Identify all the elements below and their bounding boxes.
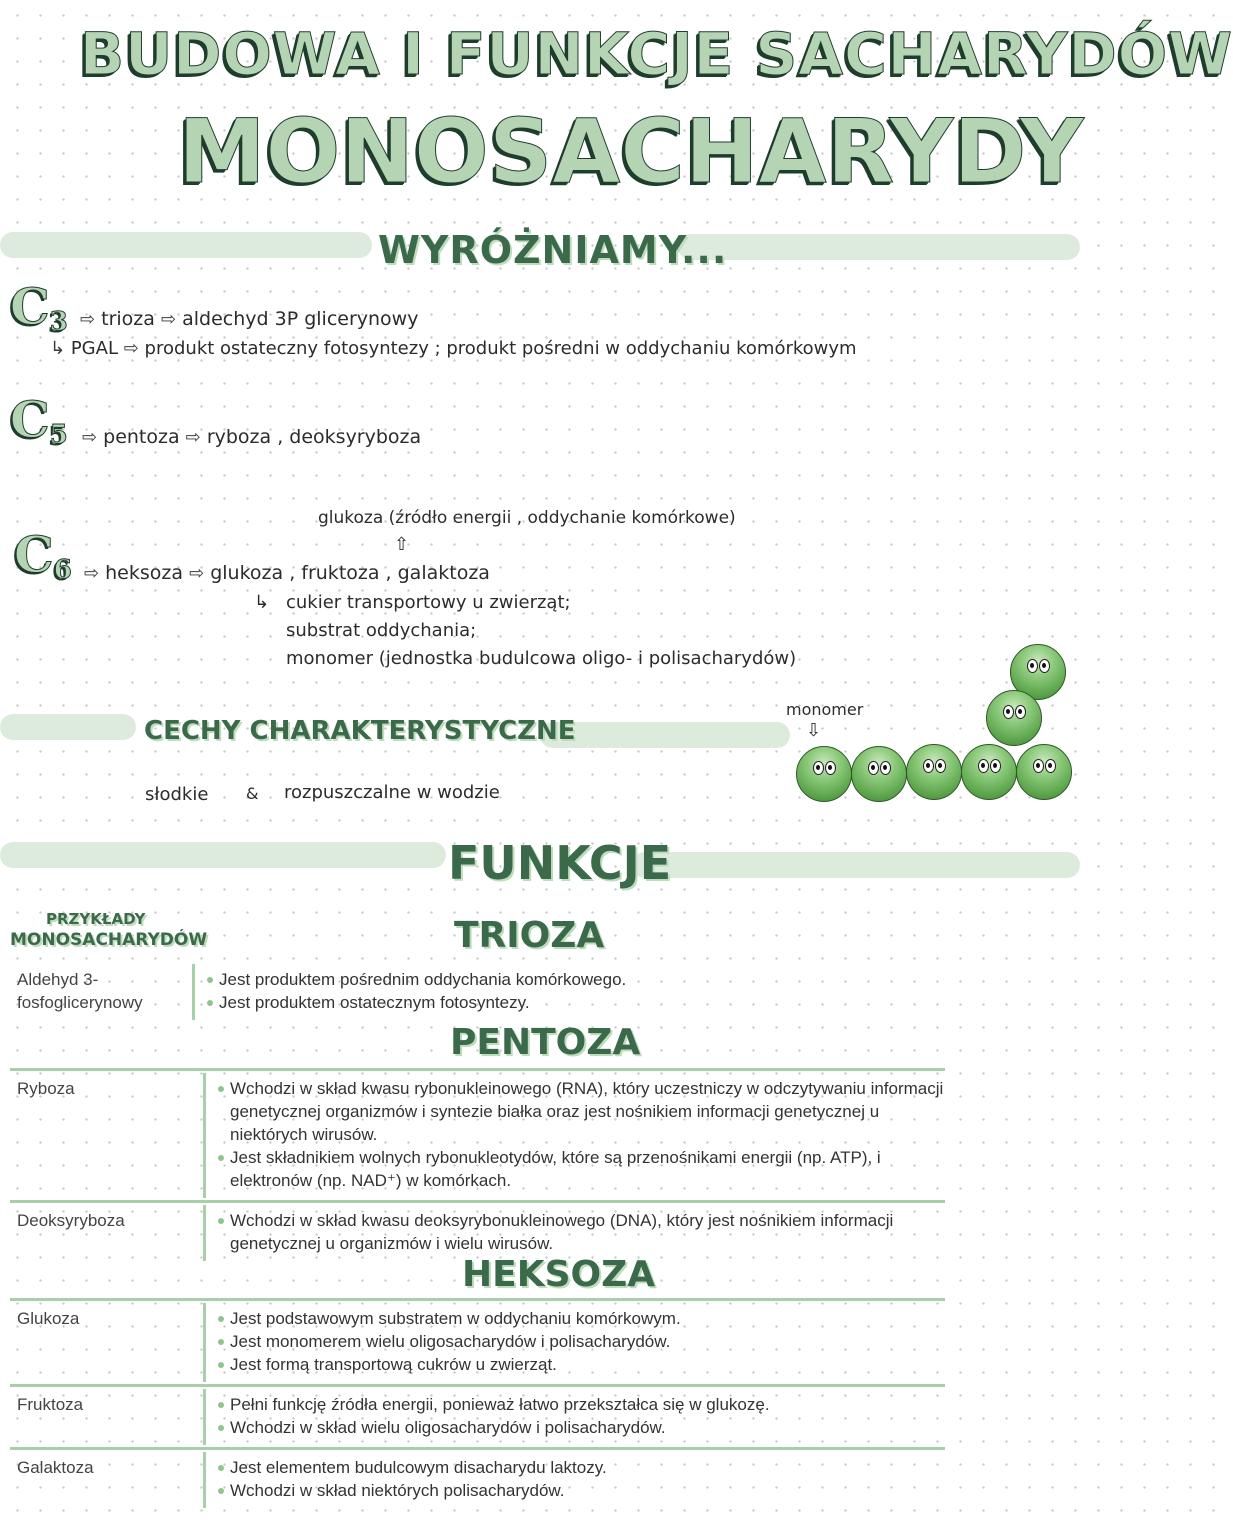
pentoza-table: [10, 1068, 945, 1263]
examples-label-2: MONOSACHARYDÓW: [10, 930, 208, 950]
row-name: Glukoza: [17, 1309, 80, 1328]
pentoza-title: PENTOZA: [450, 1022, 641, 1063]
wyrozniamy-heading: WYRÓŻNIAMY...: [378, 228, 728, 272]
funkcje-band-right: [632, 852, 1080, 878]
row-items: [203, 1073, 945, 1198]
list-item: Jest produktem pośrednim oddychania komórkowego.: [207, 968, 945, 991]
list-item: Pełni funkcję źródła energii, ponieważ łatwo przekształca się w glukozę.: [218, 1393, 945, 1416]
list-item: Wchodzi w skład niektórych polisacharydów.: [218, 1479, 945, 1502]
heksoza-table: [10, 1298, 945, 1510]
table-row: [10, 1447, 945, 1510]
row-items: [203, 1452, 945, 1508]
main-title: BUDOWA I FUNKCJE SACHARYDÓW: [80, 20, 1233, 88]
c6-role-3: monomer (jednostka budulcowa oligo- i polisacharydów): [286, 648, 797, 669]
section-band-right: [678, 234, 1080, 260]
c6-glukoza-note: glukoza (źródło energii , oddychanie komórkowe): [318, 508, 736, 528]
cechy-heading: CECHY CHARAKTERYSTYCZNE: [144, 716, 576, 746]
monomer-ball: [986, 690, 1042, 746]
c5-line: ⇨ pentoza ⇨ ryboza , deoksyryboza: [82, 426, 422, 448]
arrow-right-icon: ⇨: [189, 563, 205, 584]
arrow-right-icon: ⇨: [80, 309, 96, 330]
examples-label-1: PRZYKŁADY: [46, 910, 146, 928]
table-row: [10, 1068, 945, 1200]
monomer-ball: [906, 744, 962, 800]
arrow-right-icon: ⇨: [123, 338, 139, 359]
trait-soluble: rozpuszczalne w wodzie: [284, 782, 500, 803]
row-name: Ryboza: [17, 1079, 75, 1098]
monomer-ball: [851, 746, 907, 802]
trait-sweet: słodkie: [145, 784, 209, 805]
cechy-band-right: [540, 722, 790, 748]
trioza-table: [10, 962, 945, 1022]
list-item: Jest składnikiem wolnych rybonukleotydów, które są przenośnikami energii (np. ATP), i elektronów (np. NAD⁺) w komórkach.: [218, 1146, 945, 1192]
c3-line: ⇨ trioza ⇨ aldechyd 3P glicerynowy: [80, 308, 419, 330]
ampersand: &: [246, 784, 259, 803]
funkcje-band-left: [0, 842, 446, 868]
c5-label: $C_5$: [10, 390, 68, 450]
list-item: Jest elementem budulcowym disacharydu laktozy.: [218, 1456, 945, 1479]
arrow-right-icon: ⇨: [185, 427, 201, 448]
table-row: [10, 1298, 945, 1384]
c3-pgal-line: ↳ PGAL ⇨ produkt ostateczny fotosyntezy ; produkt pośredni w oddychaniu komórkowym: [50, 338, 857, 359]
monomer-ball: [961, 744, 1017, 800]
arrow-right-icon: ⇨: [84, 563, 100, 584]
monomer-ball: [1016, 744, 1072, 800]
list-item: Jest monomerem wielu oligosacharydów i polisacharydów.: [218, 1330, 945, 1353]
cechy-band-left: [0, 714, 136, 740]
list-item: Jest formą transportową cukrów u zwierząt.: [218, 1353, 945, 1376]
return-arrow-icon: ↳: [50, 338, 66, 359]
trioza-title: TRIOZA: [454, 915, 605, 956]
row-name: Deoksyryboza: [17, 1211, 125, 1230]
down-arrow-icon: ⇩: [806, 720, 822, 741]
monomer-label: monomer: [786, 700, 864, 719]
row-items: [203, 1303, 945, 1382]
up-arrow-icon: ⇧: [394, 534, 410, 555]
c6-role-2: substrat oddychania;: [286, 620, 477, 641]
table-row: [10, 1384, 945, 1447]
return-arrow-icon: ↳: [254, 592, 270, 613]
list-item: Jest produktem ostatecznym fotosyntezy.: [207, 991, 945, 1014]
list-item: Wchodzi w skład wielu oligosacharydów i polisacharydów.: [218, 1416, 945, 1439]
row-items: [203, 1389, 945, 1445]
monomer-ball: [796, 746, 852, 802]
row-name: Aldehyd 3-fosfoglicerynowy: [17, 970, 143, 1012]
c6-label: $C_6$: [14, 525, 72, 585]
c6-line: ⇨ heksoza ⇨ glukoza , fruktoza , galaktoza: [84, 562, 490, 584]
list-item: Wchodzi w skład kwasu deoksyrybonukleinowego (DNA), który jest nośnikiem informacji genetycznej u organizmów i wielu wirusów.: [218, 1209, 945, 1255]
arrow-right-icon: ⇨: [82, 427, 98, 448]
c6-role-1: cukier transportowy u zwierząt;: [286, 592, 571, 613]
c3-label: $C_3$: [10, 277, 68, 337]
section-band-left: [0, 232, 372, 258]
list-item: Wchodzi w skład kwasu rybonukleinowego (RNA), który uczestniczy w odczytywaniu informacji genetycznej organizmów i syntezie białka oraz jest nośnikiem informacji genetycznej u niektórych wirusów.: [218, 1077, 945, 1146]
row-name: Galaktoza: [17, 1458, 94, 1477]
heksoza-title: HEKSOZA: [462, 1254, 656, 1295]
subtitle: MONOSACHARYDY: [178, 100, 1084, 203]
row-items: [203, 1205, 945, 1261]
arrow-right-icon: ⇨: [160, 309, 177, 330]
table-row: [10, 962, 945, 1022]
funkcje-heading: FUNKCJE: [448, 836, 672, 890]
row-items: [192, 964, 945, 1020]
list-item: Jest podstawowym substratem w oddychaniu komórkowym.: [218, 1307, 945, 1330]
row-name: Fruktoza: [17, 1395, 84, 1414]
